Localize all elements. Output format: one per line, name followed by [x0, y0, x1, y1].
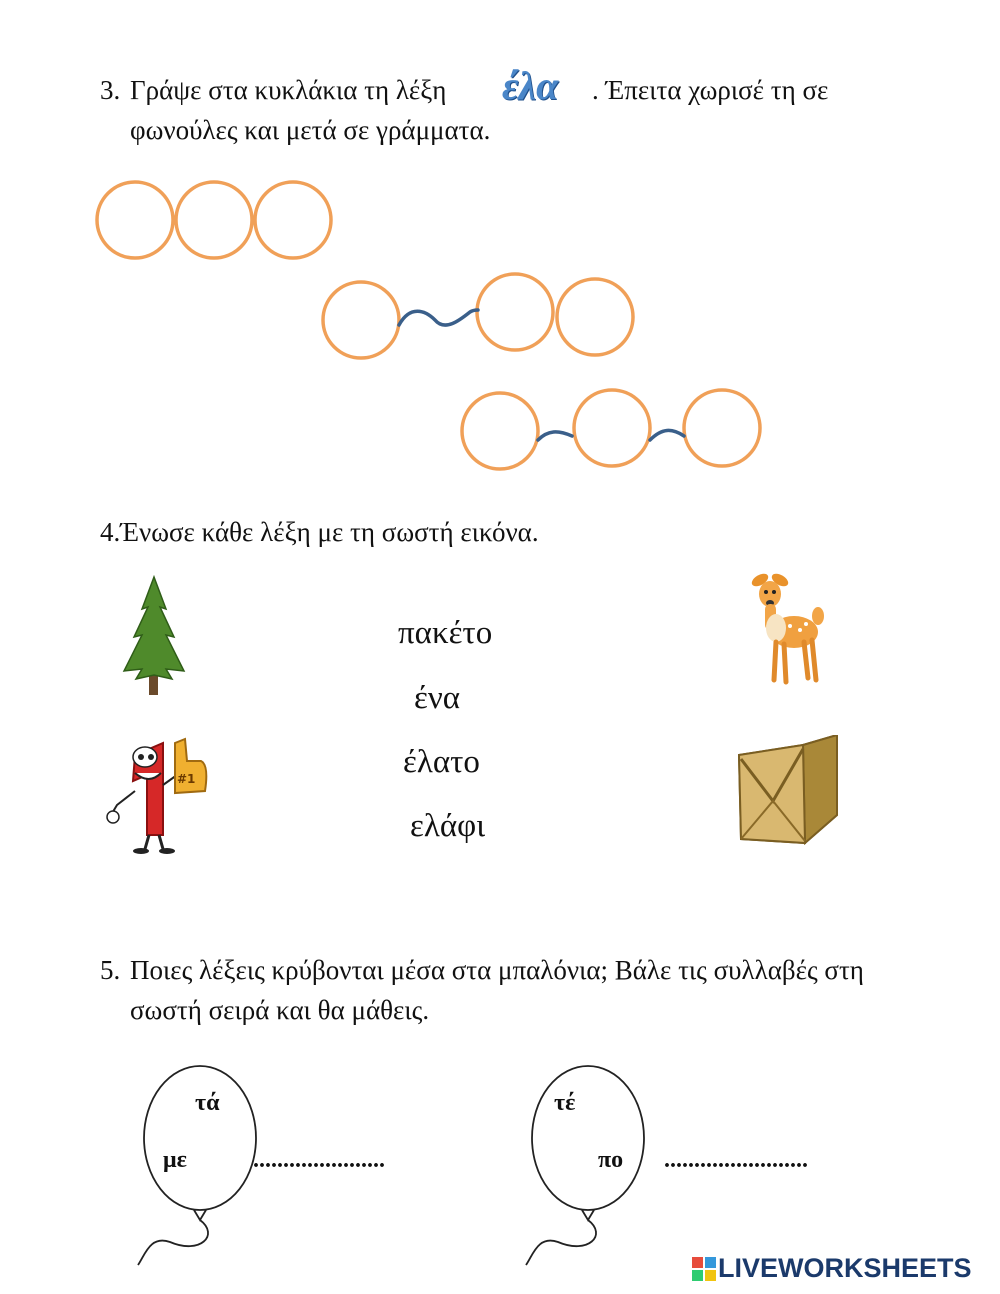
balloon-2-syllable-bottom: πο: [598, 1147, 624, 1173]
fir-tree-icon[interactable]: [118, 575, 190, 699]
q3-number: 3.: [100, 75, 121, 105]
q3-instruction-start: Γράψε στα κυκλάκια τη λέξη: [130, 75, 447, 105]
balloon-2-icon: [518, 1060, 658, 1280]
letter-circle-2[interactable]: [574, 390, 650, 466]
q3-word-art: έλα: [502, 63, 559, 108]
word-circle-1[interactable]: [97, 182, 173, 258]
svg-text:#1: #1: [177, 772, 196, 786]
package-icon[interactable]: [733, 735, 843, 850]
balloon-1-answer-field[interactable]: ......................: [253, 1147, 385, 1173]
liveworksheets-logo[interactable]: LIVEWORKSHEETS: [718, 1253, 972, 1283]
letter-circle-1[interactable]: [462, 393, 538, 469]
word-ena[interactable]: ένα: [414, 680, 461, 716]
letter-circle-3[interactable]: [684, 390, 760, 466]
syllable-circle-3[interactable]: [557, 279, 633, 355]
deer-icon[interactable]: [738, 570, 828, 690]
balloon-1-syllable-bottom: με: [163, 1147, 187, 1173]
word-circle-3[interactable]: [255, 182, 331, 258]
word-paketo[interactable]: πακέτο: [398, 615, 493, 651]
liveworksheets-logo-icon: [692, 1257, 716, 1281]
balloon-2-syllable-top: τέ: [554, 1090, 576, 1116]
link-connector-2: [538, 432, 572, 440]
q3-instruction-line2: φωνούλες και μετά σε γράμματα.: [130, 115, 491, 145]
q5-instruction-line2: σωστή σειρά και θα μάθεις.: [130, 995, 430, 1025]
syllable-circle-1[interactable]: [323, 282, 399, 358]
word-elafi[interactable]: ελάφι: [410, 808, 486, 844]
balloon-1-syllable-top: τά: [195, 1090, 220, 1116]
q5-instruction-line1: Ποιες λέξεις κρύβονται μέσα στα μπαλόνια; Βάλε τις συλλαβές στη: [130, 955, 864, 985]
q3-circles-diagram: [0, 160, 1000, 490]
number-one-icon[interactable]: [105, 735, 220, 855]
syllable-circle-2[interactable]: [477, 274, 553, 350]
word-circle-2[interactable]: [176, 182, 252, 258]
q4-title: 4.Ένωσε κάθε λέξη με τη σωστή εικόνα.: [100, 517, 539, 547]
balloon-2-answer-field[interactable]: ........................: [664, 1147, 808, 1173]
q5-number: 5.: [100, 955, 121, 985]
link-connector-3: [650, 430, 684, 440]
q3-instruction-end: . Έπειτα χωρισέ τη σε: [592, 75, 829, 105]
word-elato[interactable]: έλατο: [403, 744, 480, 780]
link-connector-1: [399, 310, 478, 325]
